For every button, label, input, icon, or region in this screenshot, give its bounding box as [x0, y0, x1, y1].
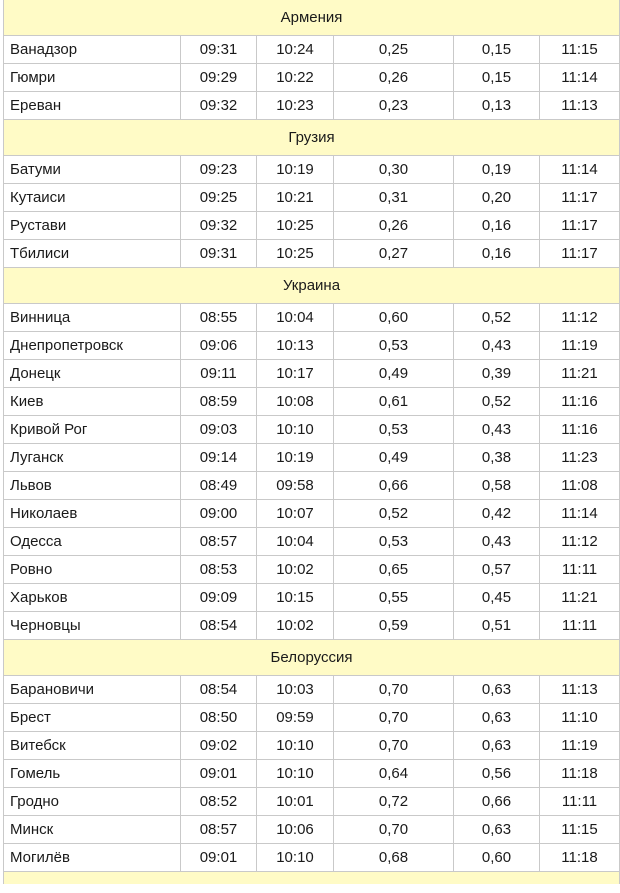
- max-time-cell: 10:08: [257, 388, 334, 416]
- max-time-cell: 10:03: [257, 676, 334, 704]
- start-time-cell: 08:53: [181, 556, 257, 584]
- region-name: Грузия: [4, 120, 620, 156]
- city-cell: Кутаиси: [4, 184, 181, 212]
- city-cell: Гомель: [4, 760, 181, 788]
- max-time-cell: 10:10: [257, 760, 334, 788]
- city-cell: Харьков: [4, 584, 181, 612]
- obscuration-cell: 0,42: [454, 500, 540, 528]
- city-cell: Днепропетровск: [4, 332, 181, 360]
- city-cell: Кривой Рог: [4, 416, 181, 444]
- end-time-cell: 11:14: [540, 156, 620, 184]
- city-cell: Тбилиси: [4, 240, 181, 268]
- obscuration-cell: 0,38: [454, 444, 540, 472]
- city-cell: Донецк: [4, 360, 181, 388]
- table-row: [4, 528, 620, 556]
- table-row: [4, 184, 620, 212]
- obscuration-cell: 0,60: [454, 844, 540, 872]
- magnitude-cell: 0,68: [334, 844, 454, 872]
- magnitude-cell: 0,31: [334, 184, 454, 212]
- city-cell: Гюмри: [4, 64, 181, 92]
- obscuration-cell: 0,43: [454, 528, 540, 556]
- start-time-cell: 09:11: [181, 360, 257, 388]
- start-time-cell: 08:59: [181, 388, 257, 416]
- magnitude-cell: 0,70: [334, 704, 454, 732]
- magnitude-cell: 0,61: [334, 388, 454, 416]
- magnitude-cell: 0,53: [334, 332, 454, 360]
- city-cell: Барановичи: [4, 676, 181, 704]
- end-time-cell: 11:12: [540, 304, 620, 332]
- end-time-cell: 11:11: [540, 788, 620, 816]
- magnitude-cell: 0,26: [334, 212, 454, 240]
- start-time-cell: 09:01: [181, 844, 257, 872]
- obscuration-cell: 0,20: [454, 184, 540, 212]
- table-row: [4, 212, 620, 240]
- start-time-cell: 08:54: [181, 612, 257, 640]
- end-time-cell: 11:21: [540, 584, 620, 612]
- start-time-cell: 09:25: [181, 184, 257, 212]
- start-time-cell: 08:57: [181, 528, 257, 556]
- region-header-row: [4, 120, 620, 156]
- max-time-cell: 10:10: [257, 844, 334, 872]
- end-time-cell: 11:16: [540, 416, 620, 444]
- start-time-cell: 08:49: [181, 472, 257, 500]
- region-header-row: [4, 0, 620, 36]
- magnitude-cell: 0,25: [334, 36, 454, 64]
- table-row: [4, 612, 620, 640]
- city-cell: Батуми: [4, 156, 181, 184]
- table-row: [4, 788, 620, 816]
- start-time-cell: 08:55: [181, 304, 257, 332]
- max-time-cell: 10:06: [257, 816, 334, 844]
- table-row: [4, 388, 620, 416]
- table-row: [4, 760, 620, 788]
- end-time-cell: 11:18: [540, 844, 620, 872]
- table-row: [4, 240, 620, 268]
- obscuration-cell: 0,58: [454, 472, 540, 500]
- table-row: [4, 360, 620, 388]
- obscuration-cell: 0,63: [454, 704, 540, 732]
- start-time-cell: 09:32: [181, 212, 257, 240]
- city-cell: Ереван: [4, 92, 181, 120]
- table-row: [4, 844, 620, 872]
- end-time-cell: 11:17: [540, 212, 620, 240]
- city-cell: Киев: [4, 388, 181, 416]
- region-name: Белоруссия: [4, 640, 620, 676]
- obscuration-cell: 0,15: [454, 64, 540, 92]
- start-time-cell: 08:54: [181, 676, 257, 704]
- end-time-cell: 11:21: [540, 360, 620, 388]
- magnitude-cell: 0,65: [334, 556, 454, 584]
- city-cell: Гродно: [4, 788, 181, 816]
- start-time-cell: 08:50: [181, 704, 257, 732]
- obscuration-cell: 0,52: [454, 388, 540, 416]
- end-time-cell: 11:12: [540, 528, 620, 556]
- magnitude-cell: 0,53: [334, 416, 454, 444]
- table-row: [4, 500, 620, 528]
- magnitude-cell: 0,55: [334, 584, 454, 612]
- end-time-cell: 11:19: [540, 332, 620, 360]
- region-name: Украина: [4, 268, 620, 304]
- city-cell: Витебск: [4, 732, 181, 760]
- table-row: [4, 304, 620, 332]
- table-row: [4, 332, 620, 360]
- obscuration-cell: 0,63: [454, 816, 540, 844]
- max-time-cell: 10:04: [257, 304, 334, 332]
- max-time-cell: 10:07: [257, 500, 334, 528]
- end-time-cell: 11:23: [540, 444, 620, 472]
- table-row: [4, 92, 620, 120]
- obscuration-cell: 0,57: [454, 556, 540, 584]
- magnitude-cell: 0,70: [334, 676, 454, 704]
- table-row: [4, 472, 620, 500]
- obscuration-cell: 0,52: [454, 304, 540, 332]
- obscuration-cell: 0,19: [454, 156, 540, 184]
- start-time-cell: 09:29: [181, 64, 257, 92]
- end-time-cell: 11:18: [540, 760, 620, 788]
- table-row: [4, 584, 620, 612]
- max-time-cell: 10:19: [257, 156, 334, 184]
- magnitude-cell: 0,70: [334, 816, 454, 844]
- city-cell: Ровно: [4, 556, 181, 584]
- obscuration-cell: 0,56: [454, 760, 540, 788]
- max-time-cell: 10:17: [257, 360, 334, 388]
- city-cell: Луганск: [4, 444, 181, 472]
- obscuration-cell: 0,43: [454, 416, 540, 444]
- start-time-cell: 09:01: [181, 760, 257, 788]
- obscuration-cell: 0,63: [454, 676, 540, 704]
- end-time-cell: 11:13: [540, 676, 620, 704]
- table-row: [4, 732, 620, 760]
- max-time-cell: 10:25: [257, 212, 334, 240]
- obscuration-cell: 0,16: [454, 240, 540, 268]
- max-time-cell: 10:25: [257, 240, 334, 268]
- max-time-cell: 10:02: [257, 556, 334, 584]
- table-body: [4, 0, 620, 884]
- max-time-cell: 10:13: [257, 332, 334, 360]
- max-time-cell: 10:24: [257, 36, 334, 64]
- max-time-cell: 10:21: [257, 184, 334, 212]
- start-time-cell: 09:06: [181, 332, 257, 360]
- magnitude-cell: 0,66: [334, 472, 454, 500]
- magnitude-cell: 0,72: [334, 788, 454, 816]
- obscuration-cell: 0,13: [454, 92, 540, 120]
- start-time-cell: 08:57: [181, 816, 257, 844]
- start-time-cell: 09:32: [181, 92, 257, 120]
- table-row: [4, 816, 620, 844]
- table-row: [4, 556, 620, 584]
- table-row: [4, 64, 620, 92]
- max-time-cell: 10:10: [257, 416, 334, 444]
- eclipse-times-table: [3, 0, 620, 884]
- city-cell: Ванадзор: [4, 36, 181, 64]
- city-cell: Одесса: [4, 528, 181, 556]
- start-time-cell: 08:52: [181, 788, 257, 816]
- obscuration-cell: 0,45: [454, 584, 540, 612]
- magnitude-cell: 0,26: [334, 64, 454, 92]
- magnitude-cell: 0,23: [334, 92, 454, 120]
- magnitude-cell: 0,49: [334, 360, 454, 388]
- next-region-header-edge: [4, 872, 620, 885]
- city-cell: Николаев: [4, 500, 181, 528]
- region-header-row: [4, 640, 620, 676]
- end-time-cell: 11:15: [540, 816, 620, 844]
- max-time-cell: 10:10: [257, 732, 334, 760]
- magnitude-cell: 0,49: [334, 444, 454, 472]
- end-time-cell: 11:19: [540, 732, 620, 760]
- magnitude-cell: 0,64: [334, 760, 454, 788]
- end-time-cell: 11:11: [540, 556, 620, 584]
- max-time-cell: 10:19: [257, 444, 334, 472]
- obscuration-cell: 0,63: [454, 732, 540, 760]
- table-row: [4, 704, 620, 732]
- max-time-cell: 10:23: [257, 92, 334, 120]
- end-time-cell: 11:08: [540, 472, 620, 500]
- max-time-cell: 09:58: [257, 472, 334, 500]
- magnitude-cell: 0,52: [334, 500, 454, 528]
- city-cell: Черновцы: [4, 612, 181, 640]
- obscuration-cell: 0,51: [454, 612, 540, 640]
- start-time-cell: 09:09: [181, 584, 257, 612]
- obscuration-cell: 0,66: [454, 788, 540, 816]
- end-time-cell: 11:14: [540, 500, 620, 528]
- magnitude-cell: 0,30: [334, 156, 454, 184]
- obscuration-cell: 0,16: [454, 212, 540, 240]
- region-header-row: [4, 268, 620, 304]
- end-time-cell: 11:17: [540, 184, 620, 212]
- city-cell: Львов: [4, 472, 181, 500]
- max-time-cell: 10:04: [257, 528, 334, 556]
- table-row: [4, 416, 620, 444]
- obscuration-cell: 0,39: [454, 360, 540, 388]
- city-cell: Винница: [4, 304, 181, 332]
- end-time-cell: 11:15: [540, 36, 620, 64]
- magnitude-cell: 0,53: [334, 528, 454, 556]
- city-cell: Рустави: [4, 212, 181, 240]
- end-time-cell: 11:17: [540, 240, 620, 268]
- obscuration-cell: 0,43: [454, 332, 540, 360]
- end-time-cell: 11:11: [540, 612, 620, 640]
- end-time-cell: 11:10: [540, 704, 620, 732]
- magnitude-cell: 0,70: [334, 732, 454, 760]
- max-time-cell: 09:59: [257, 704, 334, 732]
- start-time-cell: 09:00: [181, 500, 257, 528]
- max-time-cell: 10:22: [257, 64, 334, 92]
- city-cell: Минск: [4, 816, 181, 844]
- end-time-cell: 11:13: [540, 92, 620, 120]
- region-name: Армения: [4, 0, 620, 36]
- start-time-cell: 09:14: [181, 444, 257, 472]
- obscuration-cell: 0,15: [454, 36, 540, 64]
- table-row: [4, 36, 620, 64]
- start-time-cell: 09:02: [181, 732, 257, 760]
- start-time-cell: 09:31: [181, 240, 257, 268]
- end-time-cell: 11:16: [540, 388, 620, 416]
- table-row: [4, 676, 620, 704]
- city-cell: Могилёв: [4, 844, 181, 872]
- start-time-cell: 09:31: [181, 36, 257, 64]
- start-time-cell: 09:03: [181, 416, 257, 444]
- table-row: [4, 444, 620, 472]
- magnitude-cell: 0,59: [334, 612, 454, 640]
- magnitude-cell: 0,60: [334, 304, 454, 332]
- magnitude-cell: 0,27: [334, 240, 454, 268]
- end-time-cell: 11:14: [540, 64, 620, 92]
- city-cell: Брест: [4, 704, 181, 732]
- max-time-cell: 10:15: [257, 584, 334, 612]
- max-time-cell: 10:02: [257, 612, 334, 640]
- start-time-cell: 09:23: [181, 156, 257, 184]
- max-time-cell: 10:01: [257, 788, 334, 816]
- table-row: [4, 156, 620, 184]
